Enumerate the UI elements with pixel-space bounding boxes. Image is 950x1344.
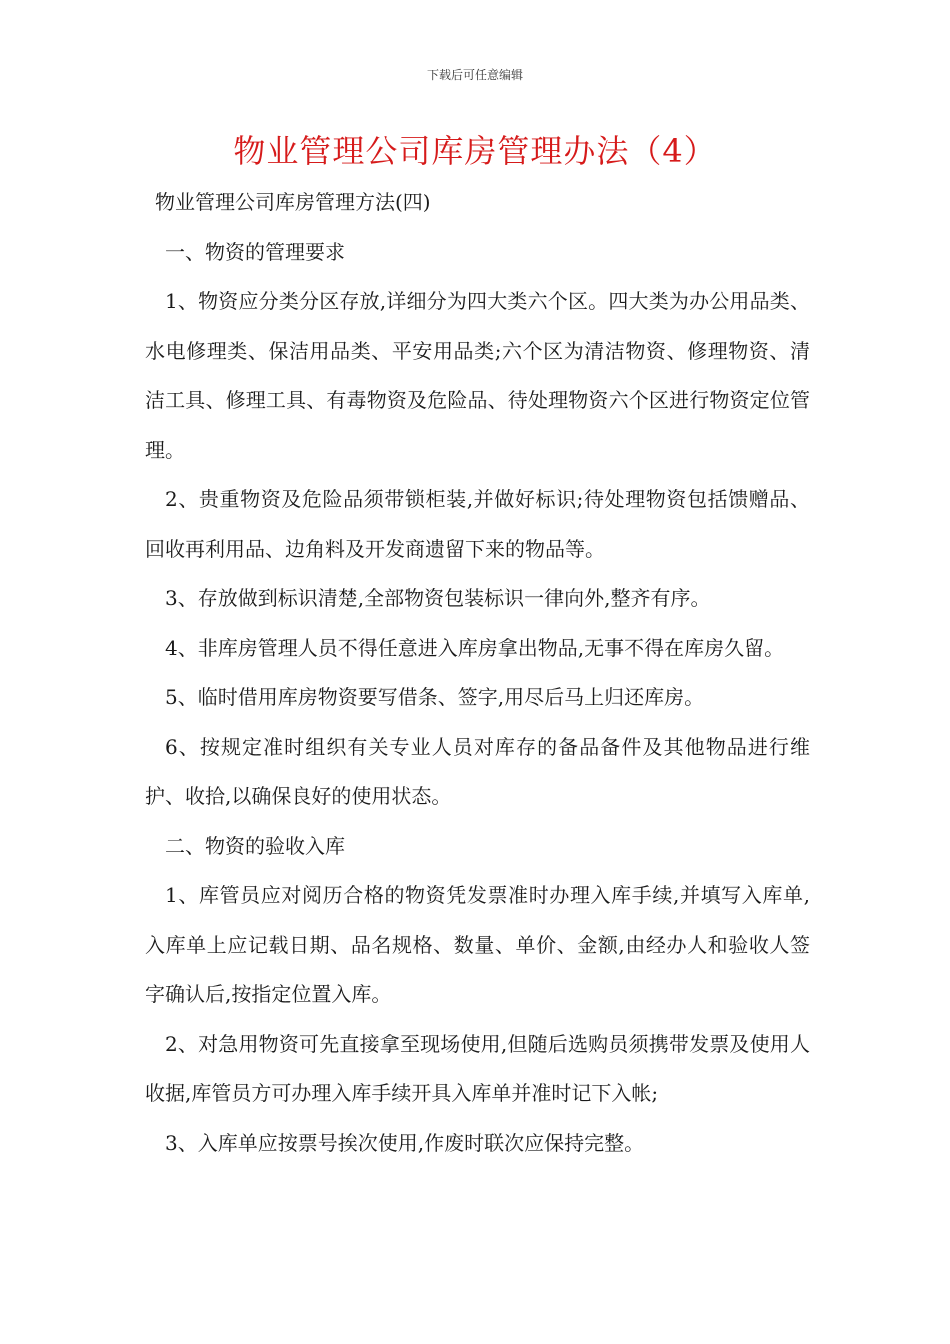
paragraph: 2、贵重物资及危险品须带锁柜装,并做好标识;待处理物资包括馈赠品、回收再利用品、边角料及开发商遗留下来的物品等。 [145, 487, 810, 561]
paragraph-subtitle: 物业管理公司库房管理方法(四) [155, 190, 431, 214]
paragraph: 5、临时借用库房物资要写借条、签字,用尽后马上归还库房。 [165, 685, 705, 709]
paragraph: 1、库管员应对阅历合格的物资凭发票准时办理入库手续,并填写入库单,入库单上应记载日期、品名规格、数量、单价、金额,由经办人和验收人签字确认后,按指定位置入库。 [145, 883, 810, 1006]
paragraph: 1、物资应分类分区存放,详细分为四大类六个区。四大类为办公用品类、水电修理类、保洁用品类、平安用品类;六个区为清洁物资、修理物资、清洁工具、修理工具、有毒物资及危险品、待处理物资六个区进行物资定位管理。 [145, 289, 810, 462]
paragraph: 3、存放做到标识清楚,全部物资包装标识一律向外,整齐有序。 [165, 586, 711, 610]
header-note: 下载后可任意编辑 [426, 68, 523, 82]
paragraph: 2、对急用物资可先直接拿至现场使用,但随后选购员须携带发票及使用人收据,库管员方可办理入库手续开具入库单并准时记下入帐; [145, 1031, 810, 1105]
section-heading-2: 二、物资的验收入库 [165, 833, 345, 858]
paragraph: 6、按规定准时组织有关专业人员对库存的备品备件及其他物品进行维护、收拾,以确保良好的使用状态。 [145, 734, 810, 808]
paragraph: 4、非库房管理人员不得任意进入库房拿出物品,无事不得在库房久留。 [165, 635, 785, 660]
section-heading-1: 一、物资的管理要求 [165, 239, 345, 264]
paragraph: 3、入库单应按票号挨次使用,作废时联次应保持完整。 [165, 1130, 645, 1155]
document-body [145, 178, 810, 1168]
document-title: 物业管理公司库房管理办法（4） [233, 132, 717, 170]
